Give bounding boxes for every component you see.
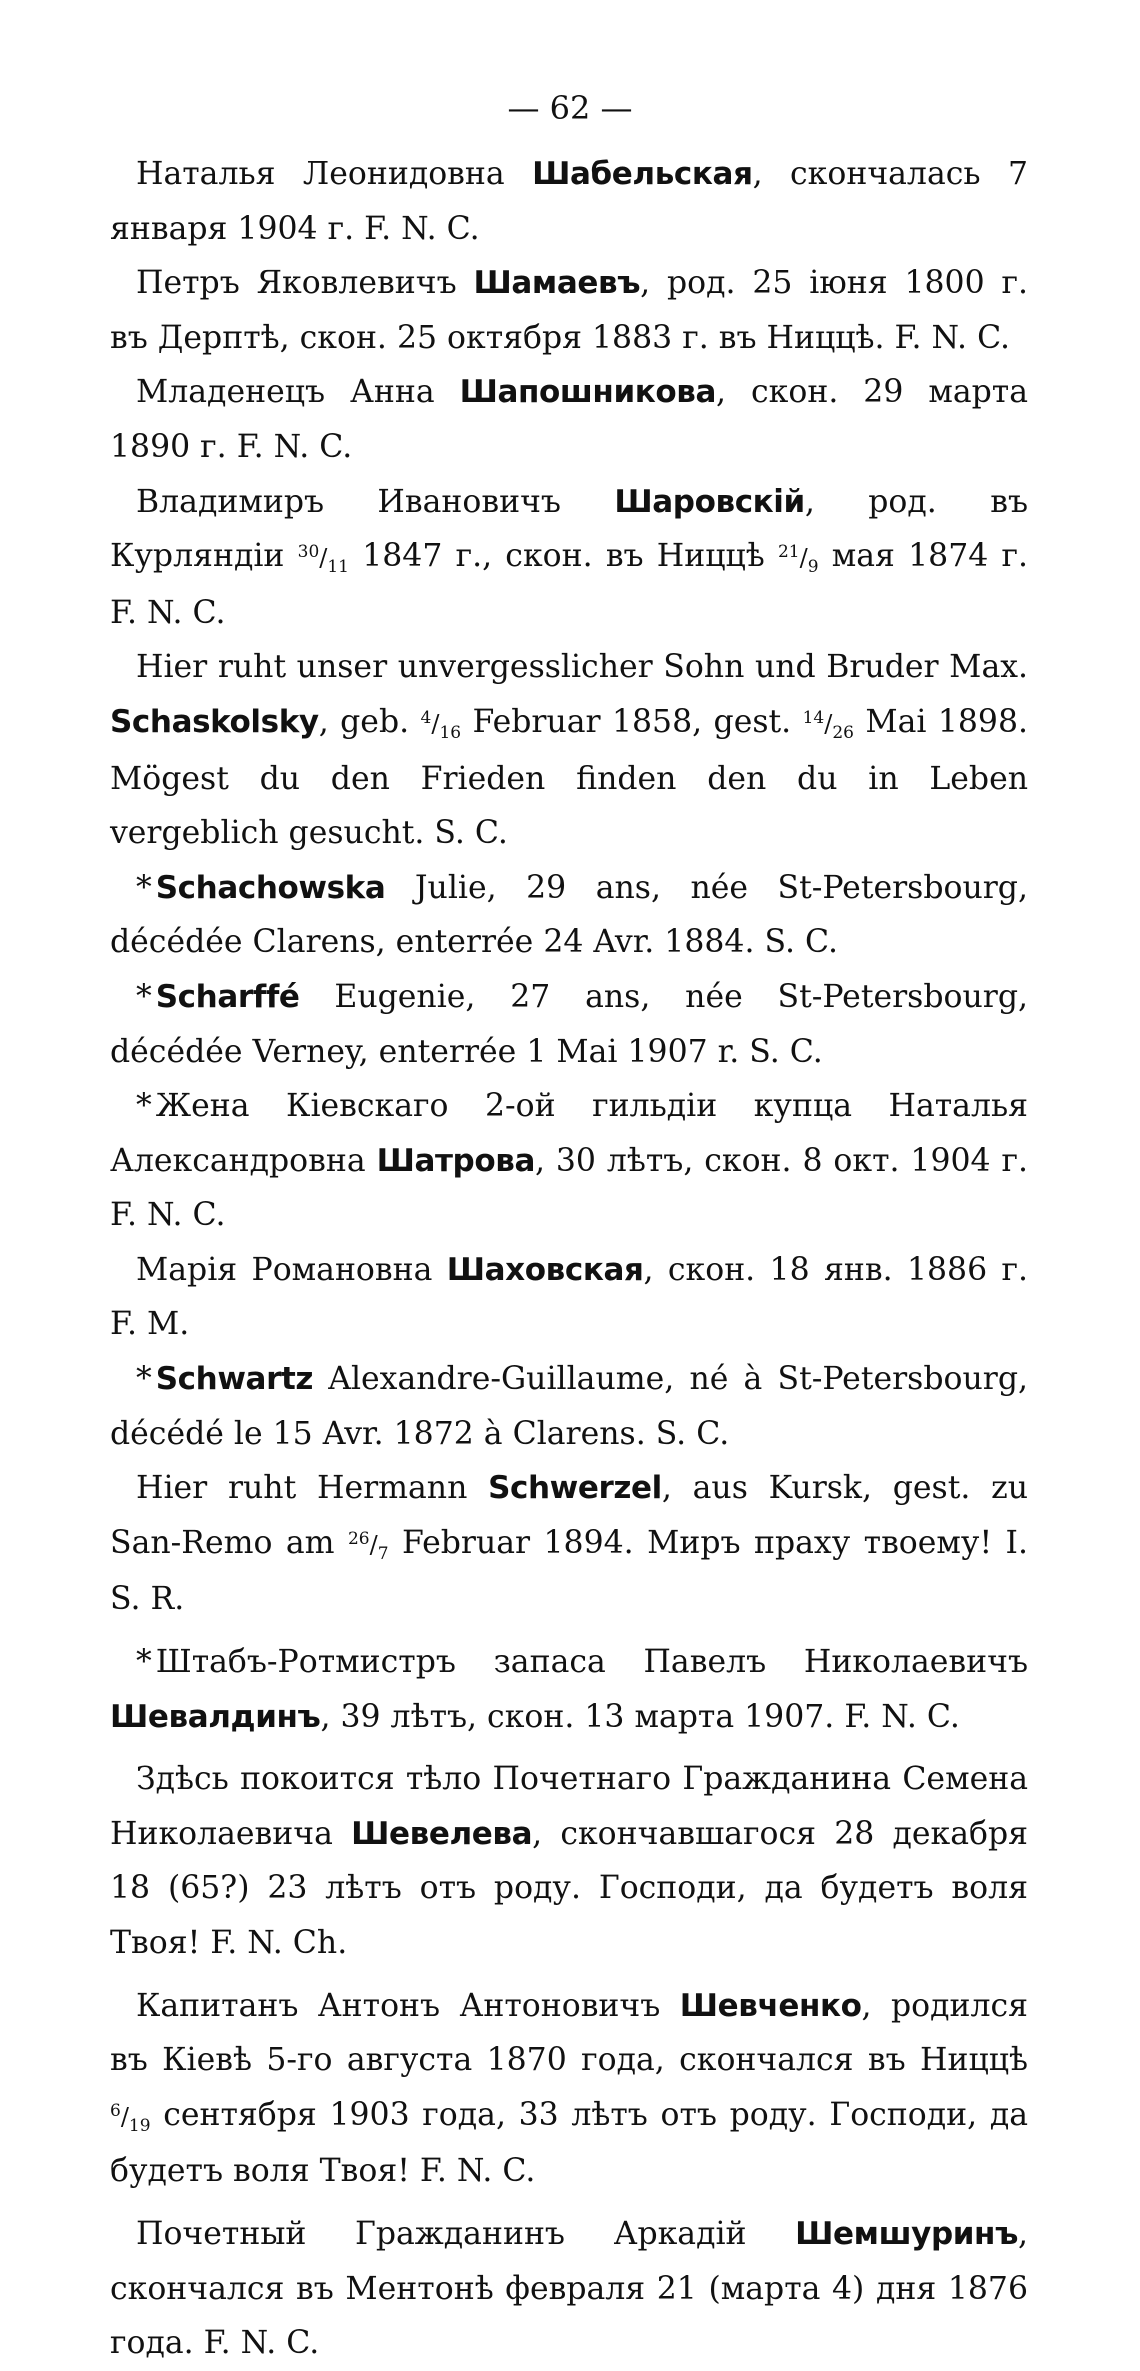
entry-text: Februar 1858, gest. <box>461 703 803 740</box>
date-fraction <box>420 707 462 743</box>
entry-surname: Шевалдинъ <box>110 1698 321 1735</box>
entry-text: Eugenie, 27 ans, née St-Petersbourg, décédée Verney, enterrée 1 Mai 1907 r. S. C. <box>110 978 1028 1070</box>
date-fraction <box>110 2100 151 2136</box>
entry-surname: Шевченко <box>679 1987 862 2024</box>
fraction-slash: / <box>120 2102 129 2131</box>
entry <box>110 1079 1028 1243</box>
fraction-day: 30 <box>297 542 320 563</box>
entry-surname: Шевелева <box>351 1815 533 1852</box>
entry-text: , родился въ Кіевѣ 5-го августа 1870 года, скончался въ Ниццѣ <box>110 1987 1028 2079</box>
entry <box>110 1752 1028 1970</box>
fraction-day-old-style: 16 <box>439 722 462 743</box>
entry-text: Alexandre-Guillaume, né à St-Petersbourg, décédé le 15 Avr. 1872 à Clarens. S. C. <box>110 1361 1028 1452</box>
date-fraction <box>347 1528 389 1564</box>
entry-surname: Шабельская <box>532 156 753 192</box>
entry-surname: Шапошникова <box>459 374 717 411</box>
entry-text: , род. въ Курляндіи <box>110 483 1028 575</box>
entry-prefix-text: Наталья Леонидовна <box>136 156 533 192</box>
entry-surname: Шатрова <box>376 1142 535 1179</box>
entry <box>110 256 1028 365</box>
entry-prefix-text: Младенецъ Анна <box>136 374 460 411</box>
date-fraction <box>297 542 349 577</box>
fraction-day-old-style: 26 <box>832 722 854 743</box>
entry-text: , 30 лѣтъ, скон. 8 окт. 1904 г. F. N. C. <box>110 1142 1028 1234</box>
date-fraction <box>802 707 854 743</box>
fraction-day: 21 <box>777 542 800 563</box>
entry-text: , скончался въ Ментонѣ февраля 21 (марта 4) дня 1876 года. F. N. C. <box>110 2215 1028 2362</box>
fraction-day: 6 <box>110 2100 121 2121</box>
fraction-slash: / <box>319 544 328 573</box>
entry-asterisk: * <box>136 869 152 906</box>
entry-text: , род. 25 іюня 1800 г. въ Дерптѣ, скон. 25 октября 1883 г. въ Ниццѣ. F. N. C. <box>110 265 1028 356</box>
entry-list <box>110 147 1028 2371</box>
entry-text: , скон. 29 марта 1890 г. F. N. C. <box>110 374 1028 465</box>
entry-asterisk: * <box>136 1088 152 1125</box>
entry-prefix-text: Почетный Гражданинъ Аркадій <box>136 2215 796 2252</box>
entry-asterisk: * <box>136 1644 152 1681</box>
entry-prefix-text: Hier ruht unser unvergesslicher Sohn und Bruder Max. <box>136 649 1028 686</box>
entry <box>110 1352 1028 1461</box>
entry <box>110 2207 1028 2371</box>
fraction-day: 14 <box>802 707 825 728</box>
entry-asterisk: * <box>136 978 152 1015</box>
entry-surname: Шамаевъ <box>473 265 641 302</box>
entry-asterisk: * <box>136 1361 152 1398</box>
entry-text: , aus Kursk, gest. zu San-Remo am <box>110 1470 1028 1561</box>
entry <box>110 1979 1028 2199</box>
entry-text: , 39 лѣтъ, скон. 13 марта 1907. F. N. C. <box>320 1698 960 1735</box>
entry-prefix-text: Петръ Яковлевичъ <box>136 265 474 302</box>
entry-text: Februar 1894. Миръ праху твоему! I. S. R. <box>110 1524 1028 1618</box>
fraction-day: 4 <box>420 707 432 728</box>
fraction-day-old-style: 7 <box>377 1543 389 1564</box>
entry-surname: Scharffé <box>155 978 300 1015</box>
entry-surname: Schwerzel <box>488 1470 662 1507</box>
page-number: — 62 — <box>507 89 633 127</box>
entry-surname: Schwartz <box>155 1361 314 1398</box>
entry-prefix-text: Hier ruht Hermann <box>136 1470 489 1507</box>
entry-text: 1847 г., скон. въ Ниццѣ <box>349 538 778 575</box>
fraction-slash: / <box>799 544 808 573</box>
entry-prefix-text: Здѣсь покоится тѣло Почетнаго Гражданина Семена Николаевича <box>110 1761 1028 1852</box>
entry <box>110 365 1028 474</box>
fraction-day-old-style: 11 <box>327 556 349 577</box>
entry-text: сентября 1903 года, 33 лѣтъ отъ роду. Господи, да будетъ воля Твоя! F. N. C. <box>110 2096 1028 2190</box>
entry-text: Mai 1898. Mögest du den Frieden finden den du in Leben vergeblich gesucht. S. C. <box>110 703 1029 852</box>
entry-text: , скончалась 7 января 1904 г. F. N. C. <box>110 156 1029 247</box>
entry <box>110 475 1028 641</box>
fraction-day: 26 <box>347 1528 370 1549</box>
entry-prefix-text: Марія Романовна <box>136 1251 447 1288</box>
entry <box>110 861 1028 970</box>
entry-prefix-text: Жена Кіевскаго 2-ой гильдіи купца Наталья Александровна <box>110 1088 1028 1179</box>
entry <box>110 147 1028 256</box>
entry-surname: Schaskolsky <box>110 703 319 740</box>
date-fraction <box>777 542 819 577</box>
entry-prefix-text: Штабъ-Ротмистръ запаса Павелъ Николаевичъ <box>155 1644 1028 1681</box>
entry <box>110 1635 1028 1744</box>
entry <box>110 1461 1028 1627</box>
fraction-day-old-style: 9 <box>807 556 819 577</box>
entry-surname: Шаровскій <box>614 483 805 520</box>
entry-text: , скон. 18 янв. 1886 г. F. M. <box>110 1251 1028 1343</box>
fraction-day-old-style: 19 <box>128 2115 151 2136</box>
fraction-slash: / <box>369 1530 378 1559</box>
entry-prefix-text: Капитанъ Антонъ Антоновичъ <box>136 1987 680 2024</box>
entry-text: Julie, 29 ans, née St-Petersbourg, décédée Clarens, enterrée 24 Avr. 1884. S. C. <box>110 869 1028 961</box>
entry-surname: Шаховская <box>446 1251 644 1288</box>
entry-text: мая 1874 г. F. N. C. <box>110 538 1028 631</box>
entry-surname: Шемшуринъ <box>795 2215 1018 2252</box>
fraction-slash: / <box>824 709 833 738</box>
fraction-slash: / <box>431 709 440 738</box>
entry-surname: Schachowska <box>155 869 386 906</box>
entry <box>110 1243 1028 1352</box>
entry <box>110 640 1028 860</box>
entry-text: , geb. <box>318 703 421 740</box>
entry-text: , скончавшагося 28 декабря 18 (65?) 23 лѣтъ отъ роду. Господи, да будетъ воля Твоя! F. N. Ch. <box>110 1815 1028 1961</box>
entry <box>110 970 1028 1079</box>
entry-prefix-text: Владимиръ Ивановичъ <box>136 483 615 520</box>
